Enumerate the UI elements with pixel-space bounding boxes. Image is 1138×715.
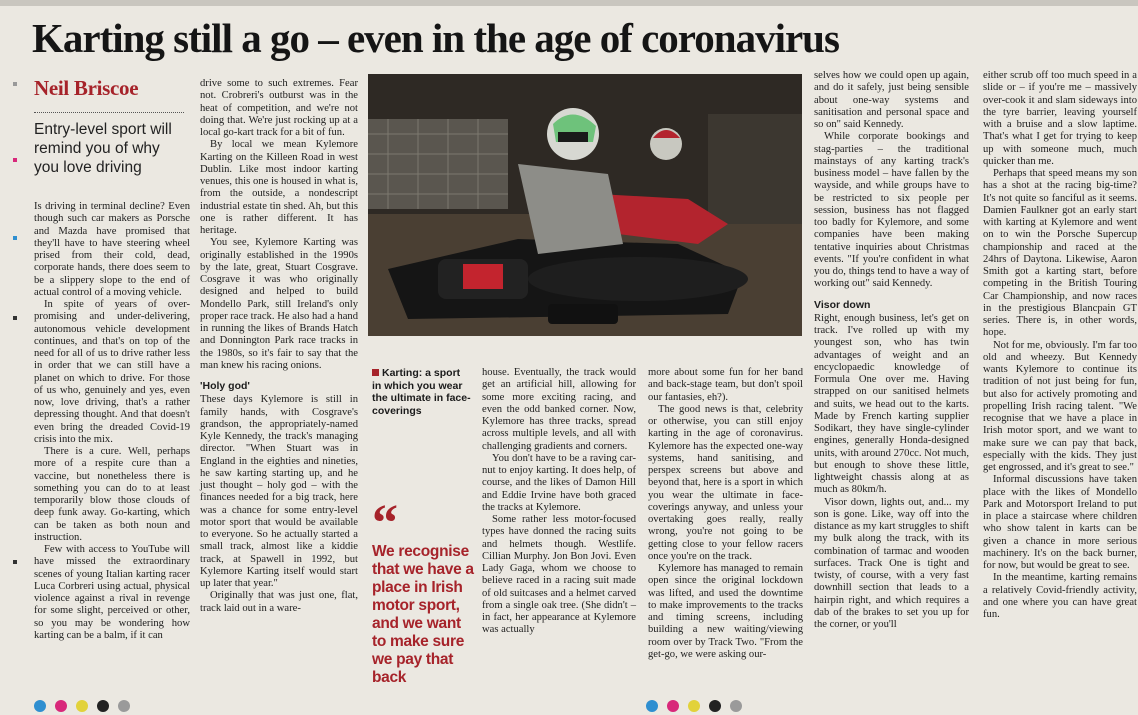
registration-dot — [118, 700, 130, 712]
paragraph: more about some fun for her band and back-stage team, but don't spoil our fantasies, eh?). — [648, 367, 803, 403]
paragraph: In spite of years of over-promising and under-delivering, autonomous vehicle development continues, and that's on top of the need for all of us to drive rather less in order that we can still have a planet on which to drive. For those of us who, genuinely and yes, even now, love driving, that's a rather depressing thought. And that doesn't even bring the dreaded Covid-19 crisis into the mix. — [34, 299, 190, 445]
article-column-1 — [34, 201, 190, 642]
margin-mark — [13, 236, 17, 240]
standfirst: Entry-level sport will remind you of why you love driving — [34, 121, 172, 176]
headline: Karting still a go – even in the age of coronavirus — [32, 15, 839, 61]
paragraph: Informal discussions have taken place with the likes of Mondello Park and Motorsport Ireland to put in place a staircase where children who show talent in karts can be given a chance in more serious machinery. It's on the back burner, for now, but would be great to see. — [983, 474, 1137, 571]
paragraph: These days Kylemore is still in family hands, with Cosgrave's grandson, the appropriately-named Kyle Kennedy, the track's managing director. "When Stuart was in England in the eighties and nineties, he saw karting starting up, and he just thought – holy god – with the finances needed for a big track, here was a chance for some entry-level motor sport that would be available to everyone. So he actually started a small track, almost like a kiddie track, at Spawell in 1992, but Kylemore Karting itself would start up later that year." — [200, 394, 358, 589]
paragraph: Visor down, lights out, and... my son is gone. Like, way off into the distance as my kart struggles to shift my bulk along the track, with its combination of tarmac and wooden surfaces. Track One is tight and twisty, of course, with a very fast downhill section that leads to a hairpin right, and which requires a dab of the brakes to set you up for the corner, or you'll — [814, 496, 969, 630]
paragraph: Perhaps that speed means my son has a shot at the racing big-time? It's not quite so fanciful as it seems. Damien Faulkner got an early start with karting at Kylemore and went on to win the Porsche Supercup championship and raced at the 24hrs of Daytona. Likewise, Aaron Smith got a karting start, before competing in the British Touring Car Championship, and now races in the prestigious Blancpain GT series. There is, in other words, hope. — [983, 168, 1137, 339]
registration-dot — [76, 700, 88, 712]
registration-dot — [646, 700, 658, 712]
paragraph: drive some to such extremes. Fear not. Crobreri's outburst was in the heat of competition, and we're not doing that. We're just rocking up at a local go-kart track for a bit of fun. — [200, 78, 358, 138]
paragraph: The good news is that, celebrity or otherwise, you can still enjoy karting in the age of coronavirus. Kylemore has the expected one-way systems, hand sanitising, and perspex screens but above and beyond that, here is a sport in which you wear the ultimate in face-coverings anyway, and unless your overtaking goes really, really wrong, you're not going to be getting close to your fellow racers once you're on the track. — [648, 403, 803, 562]
paragraph: In the meantime, karting remains a relatively Covid-friendly activity, and one where you can have great fun. — [983, 572, 1137, 620]
pull-quote — [372, 495, 476, 687]
registration-dot — [730, 700, 742, 712]
article-column-3 — [482, 367, 636, 637]
registration-dot — [97, 700, 109, 712]
registration-dot — [709, 700, 721, 712]
paragraph: You don't have to be a raving car-nut to enjoy karting. It does help, of course, and the likes of Damon Hill and Eddie Irvine have both graced the tracks at Kylemore. — [482, 452, 636, 513]
registration-dot — [34, 700, 46, 712]
paragraph: While corporate bookings and stag-parties – the traditional mainstays of any karting track's business model – have fallen by the wayside, and while groups have to be restricted to six people per session, business has not flagged too badly for Kylemore, and some companies have been making tentative inquiries about Christmas events. "If you're confident in what you do, things tend to have a way of working out" said Kennedy. — [814, 131, 969, 290]
margin-mark — [13, 560, 17, 564]
paragraph: By local we mean Kylemore Karting on the Killeen Road in west Dublin. Like most indoor karting venues, this one is housed in what is, from the outside, a nondescript industrial estate tin shed. Ah, but this one is rather different. It has heritage. — [200, 139, 358, 236]
paragraph: Originally that was just one, flat, track laid out in a ware- — [200, 590, 358, 614]
paragraph: Not for me, obviously. I'm far too old and wheezy. But Kennedy wants Kylemore to continue its tradition of not just being for fun, but also for actively promoting and propelling Irish racing talent. "We recognise that we have a place in Irish motor sport, and we want to make sure we can pay that back, especially with the kids. They just get engrossed, and it's great to see." — [983, 339, 1137, 473]
registration-dot — [688, 700, 700, 712]
paragraph: Is driving in terminal decline? Even though such car makers as Porsche and Mazda have promised that they'll have to have steering wheel prised from their cold, dead, corporate hands, there does seem to be a slippery slope to the end of actual control of a moving vehicle. — [34, 201, 190, 298]
paragraph: You see, Kylemore Karting was originally established in the 1990s by the late, great, Stuart Cosgrave. Cosgrave it was who originally designed and helped to build Mondello Park, still Ireland's only proper race track. He also had a hand in running the likes of Brands Hatch and Donnington Park race tracks in the 1980s, so it's fair to say that the man knew his racing onions. — [200, 237, 358, 371]
paragraph: Right, enough business, let's get on track. I've rolled up with my youngest son, who has twin advantages of weight and an encyclopaedic knowledge of Formula One over me. Having strapped on our sanitised helmets and suits, we head out to the karts. Made by French karting supplier Sodikart, they have single-cylinder engines, generally Honda-designed units, with around 270cc. Not much, but enough to shove these little, lightweight chassis along at as much as 80km/h. — [814, 312, 969, 496]
square-bullet-icon — [372, 369, 379, 376]
article-column-4 — [648, 367, 803, 661]
paragraph: Some rather less motor-focused types have donned the racing suits and helmets though. Westlife. Cillian Murphy. Jon Bon Jovi. Even Lady Gaga, whom we choose to believe raced in a racing suit made of old suitcases and a helmet carved from a single oak tree. (She didn't – in fact, her appearance at Kylemore was actually — [482, 514, 636, 636]
article-column-2 — [200, 78, 358, 615]
article-column-5 — [814, 70, 969, 631]
margin-mark — [13, 316, 17, 320]
registration-marks-left — [34, 700, 130, 712]
registration-marks-right — [646, 700, 742, 712]
registration-dot — [667, 700, 679, 712]
quotation-mark-icon: “ — [372, 495, 398, 552]
byline: Neil Briscoe — [34, 76, 139, 100]
article-column-6 — [983, 70, 1137, 621]
karting-photo — [368, 74, 802, 336]
subheading: 'Holy god' — [200, 380, 250, 392]
paragraph: Kylemore has managed to remain open since the original lockdown was lifted, and used the downtime to make improvements to the tracks and timing screens, including building a new waiting/viewing room over by Track Two. "From the get-go, we were asking our- — [648, 563, 803, 660]
top-band — [0, 0, 1138, 6]
photo-caption — [372, 367, 472, 417]
registration-dot — [55, 700, 67, 712]
paragraph: either scrub off too much speed in a slide or – if you're me – massively over-cook it and slam sideways into the tyre barrier, leaving yourself with a bruise and a slow laptime. That's what I get for trying to keep up with someone much, much quicker than me. — [983, 70, 1137, 167]
subheading: Visor down — [814, 298, 871, 311]
caption-text: Karting: a sport in which you wear the ultimate in face-coverings — [372, 367, 471, 417]
karting-illustration — [368, 74, 802, 336]
margin-mark — [13, 82, 17, 86]
paragraph: There is a cure. Well, perhaps more of a respite cure than a vaccine, but nonetheless there is something you can do to at least temporarily blow those clouds of deep funk away. Go-karting, which can be taken as both noun and instruction. — [34, 446, 190, 543]
dotted-rule — [34, 112, 184, 113]
margin-mark — [13, 158, 17, 162]
paragraph: Few with access to YouTube will have missed the extraordinary scenes of young Italian karting racer Luca Corbreri using actual, physical violence against a rival in revenge for some slight, perceived or other, so you may be wondering how karting can be a balm, if it can — [34, 544, 190, 641]
pull-quote-text: We recognise that we have a place in Irish motor sport, and we want to make sure we pay that back — [372, 543, 474, 686]
paragraph: selves how we could open up again, and do it safely, just being sensible about one-way systems and sanitisation and personal space and so on" said Kennedy. — [814, 70, 969, 130]
paragraph: house. Eventually, the track would get an artificial hill, allowing for some more exciting racing, and even the odd banked corner. Now, Kylemore has three tracks, spread across multiple levels, and all with challenging gradients and corners. — [482, 367, 636, 452]
